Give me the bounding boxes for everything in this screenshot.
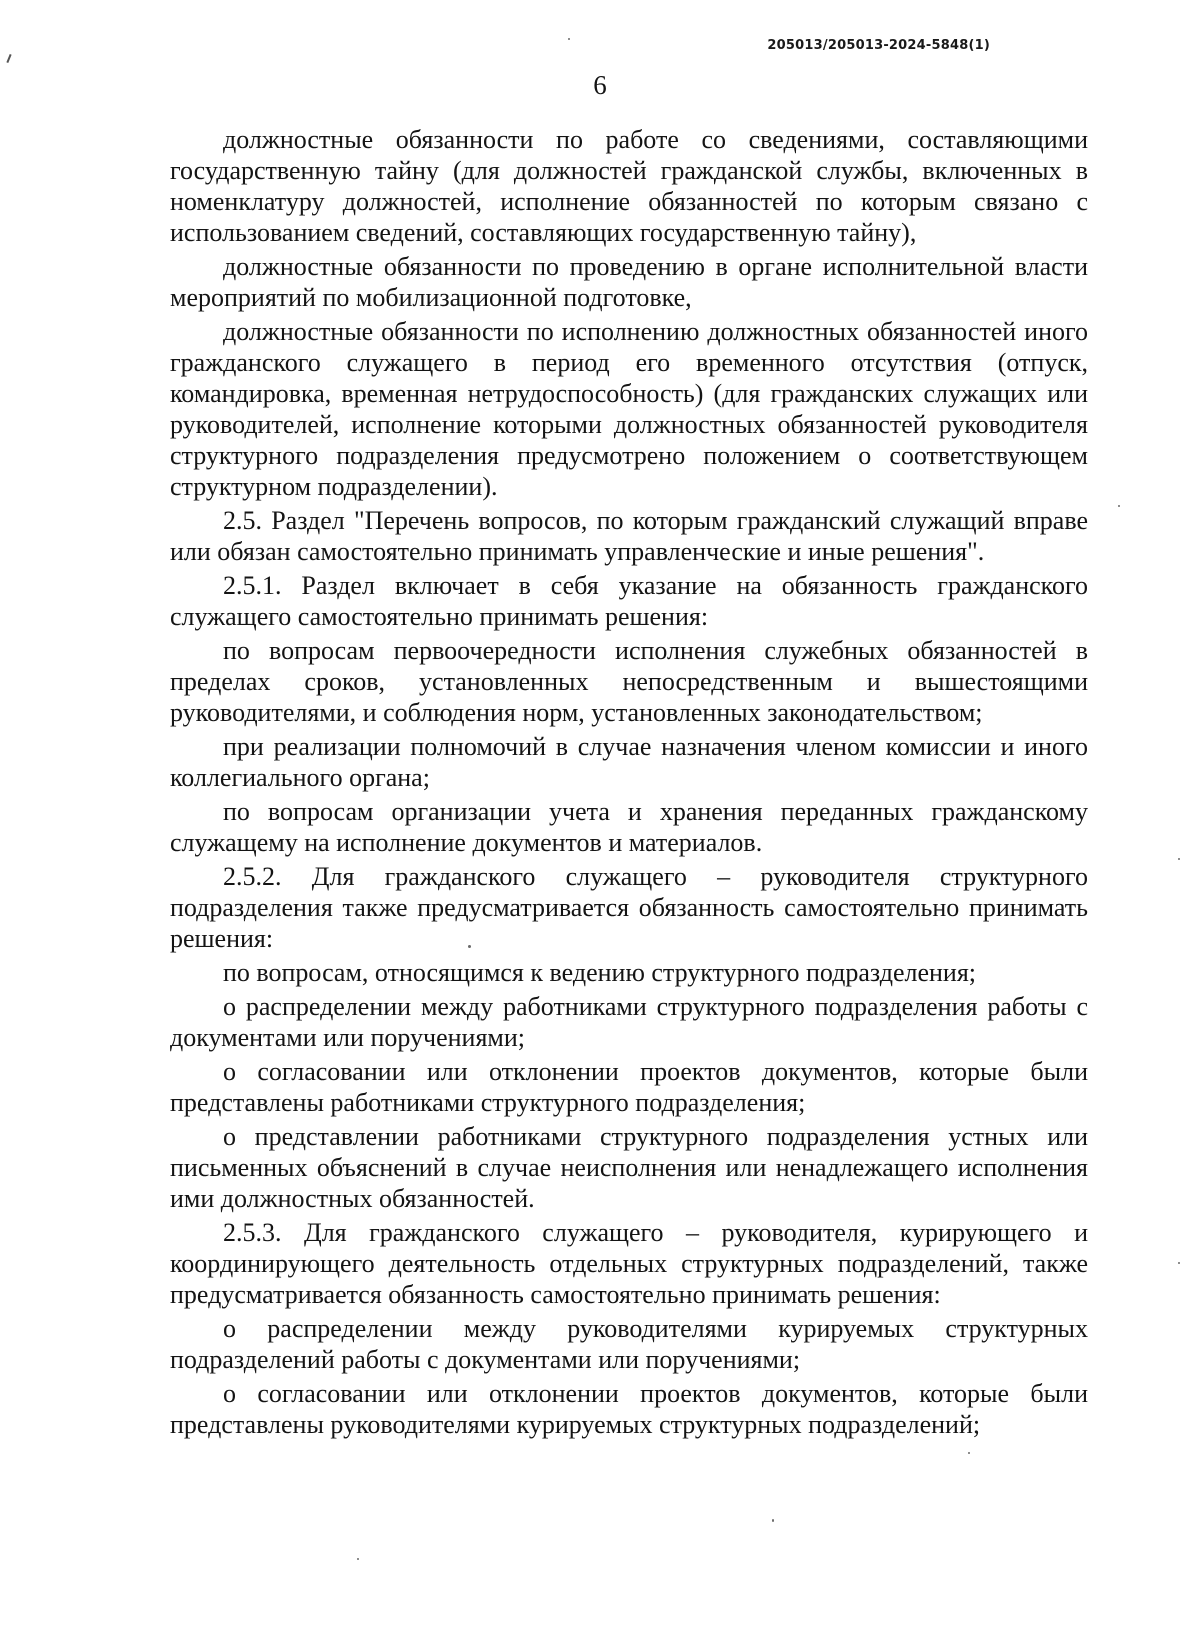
paragraph: по вопросам организации учета и хранения переданных гражданскому служащему на исполнение документов и материалов. [170,797,1088,857]
paragraph: о согласовании или отклонении проектов документов, которые были представлены работниками структурного подразделения; [170,1057,1088,1117]
document-id: 205013/205013-2024-5848(1) [767,38,990,53]
paragraph: 2.5.2. Для гражданского служащего – руководителя структурного подразделения также предусматривается обязанность самостоятельно принимать решения: [170,862,1088,953]
paragraph: при реализации полномочий в случае назначения членом комиссии и иного коллегиального органа; [170,732,1088,792]
paragraph: 2.5. Раздел "Перечень вопросов, по которым гражданский служащий вправе или обязан самостоятельно принимать управленческие и иные решения". [170,506,1088,566]
paragraph: должностные обязанности по проведению в органе исполнительной власти мероприятий по мобилизационной подготовке, [170,252,1088,312]
paragraph: по вопросам, относящимся к ведению структурного подразделения; [223,958,977,987]
paragraph: 2.5.1. Раздел включает в себя указание на обязанность гражданского служащего самостоятельно принимать решения: [170,571,1088,631]
paragraph: должностные обязанности по работе со сведениями, составляющими государственную тайну (для должностей гражданской службы, включенных в номенклатуру должностей, исполнение обязанностей по которым связано с использованием сведений, составляющих государственную тайну), [170,125,1088,247]
paragraph: о распределении между работниками структурного подразделения работы с документами или поручениями; [170,992,1088,1052]
page-number: 6 [593,70,607,100]
paragraph: должностные обязанности по исполнению должностных обязанностей иного гражданского служащего в период его временного отсутствия (отпуск, командировка, временная нетрудоспособность) (для гражданских служащих или руководителей, исполнение которыми должностных обязанностей руководителя структурного подразделения предусмотрено положением о соответствующем структурном подразделении). [170,317,1088,501]
paragraph: о представлении работниками структурного подразделения устных или письменных объяснений в случае неисполнения или ненадлежащего исполнения ими должностных обязанностей. [170,1122,1088,1213]
paragraph: по вопросам первоочередности исполнения служебных обязанностей в пределах сроков, установленных непосредственным и вышестоящими руководителями, и соблюдения норм, установленных законодательством; [170,636,1088,727]
paragraph: о распределении между руководителями курируемых структурных подразделений работы с документами или поручениями; [170,1314,1088,1374]
document-body [170,124,1088,1443]
paragraph: 2.5.3. Для гражданского служащего – руководителя, курирующего и координирующего деятельность отдельных структурных подразделений, также предусматривается обязанность самостоятельно принимать решения: [170,1218,1088,1309]
scan-mark [6,54,11,63]
paragraph: о согласовании или отклонении проектов документов, которые были представлены руководителями курируемых структурных подразделений; [170,1379,1088,1439]
